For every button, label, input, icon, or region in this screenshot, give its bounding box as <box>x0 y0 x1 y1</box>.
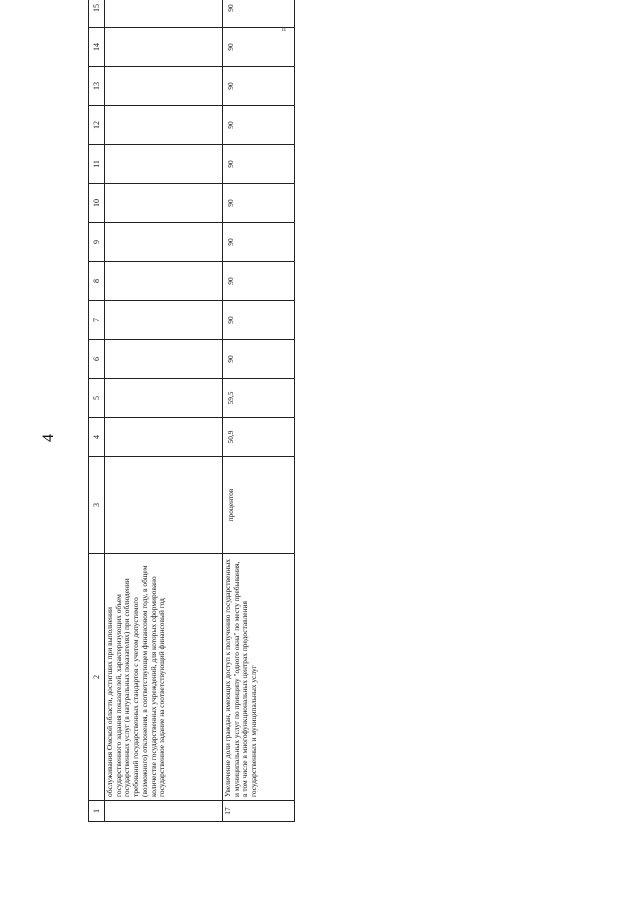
column-header: 11 <box>89 145 105 184</box>
value-cell: 90 <box>223 106 295 145</box>
column-header: 1 <box>89 801 105 822</box>
value-cell: 90 <box>223 262 295 301</box>
indicator-name-cell <box>223 554 295 801</box>
indicator-name-cell <box>105 554 223 801</box>
column-header: 13 <box>89 67 105 106</box>
value-cell <box>105 0 223 28</box>
value-cell <box>105 301 223 340</box>
value-cell: 90 <box>223 184 295 223</box>
value-cell <box>105 67 223 106</box>
column-header: 4 <box>89 418 105 457</box>
column-header: 14 <box>89 28 105 67</box>
value-cell: 90 <box>223 340 295 379</box>
value-cell: 90 <box>223 67 295 106</box>
unit-cell: процентов <box>223 457 295 554</box>
column-header: 7 <box>89 301 105 340</box>
rotated-table-sheet <box>88 4 293 822</box>
value-cell <box>105 106 223 145</box>
value-cell: 59,5 <box>223 379 295 418</box>
value-cell: 90 <box>223 223 295 262</box>
column-header: 8 <box>89 262 105 301</box>
column-header: 6 <box>89 340 105 379</box>
value-cell <box>105 340 223 379</box>
column-header: 9 <box>89 223 105 262</box>
indicators-table <box>88 0 295 822</box>
value-cell <box>105 262 223 301</box>
page-number: 4 <box>40 434 57 442</box>
value-cell: 90 <box>223 301 295 340</box>
row-number-cell <box>105 801 223 822</box>
table-row <box>223 0 295 822</box>
value-cell <box>105 418 223 457</box>
stray-mark: п <box>282 25 286 33</box>
column-header: 3 <box>89 457 105 554</box>
value-cell: 50,9 <box>223 418 295 457</box>
column-header: 15 <box>89 0 105 28</box>
value-cell <box>105 223 223 262</box>
column-header: 2 <box>89 554 105 801</box>
column-header: 12 <box>89 106 105 145</box>
column-header: 10 <box>89 184 105 223</box>
indicator-name: Увеличение доли граждан, имеющих доступ к получению государственных и муниципальных услуг по принципу "одного окна" по месту пребывания, в том числе в многофункциональных центрах предоставления государственных и муниципальных услуг <box>223 559 259 797</box>
indicator-name: обслуживания Омской области, достигших при выполнении государственного задания показателей, характеризующих объем государственных услуг (в натуральных показателях) при соблюдении требований государственных стандартов с учетом допустимого (возможного) отклонения, в соответствующем финансовом году, в общем количестве государственных учреждений, для которых сформировано государственное задание на соответствующий финансовый год <box>105 565 167 797</box>
column-header: 5 <box>89 379 105 418</box>
value-cell <box>105 379 223 418</box>
value-cell: 90 <box>223 28 295 67</box>
value-cell: 90 <box>223 145 295 184</box>
value-cell <box>105 184 223 223</box>
column-number-row <box>89 0 105 822</box>
value-cell: 90 <box>223 0 295 28</box>
table-row <box>105 0 223 822</box>
unit-cell <box>105 457 223 554</box>
value-cell <box>105 28 223 67</box>
value-cell <box>105 145 223 184</box>
row-number-cell: 17 <box>223 801 295 822</box>
